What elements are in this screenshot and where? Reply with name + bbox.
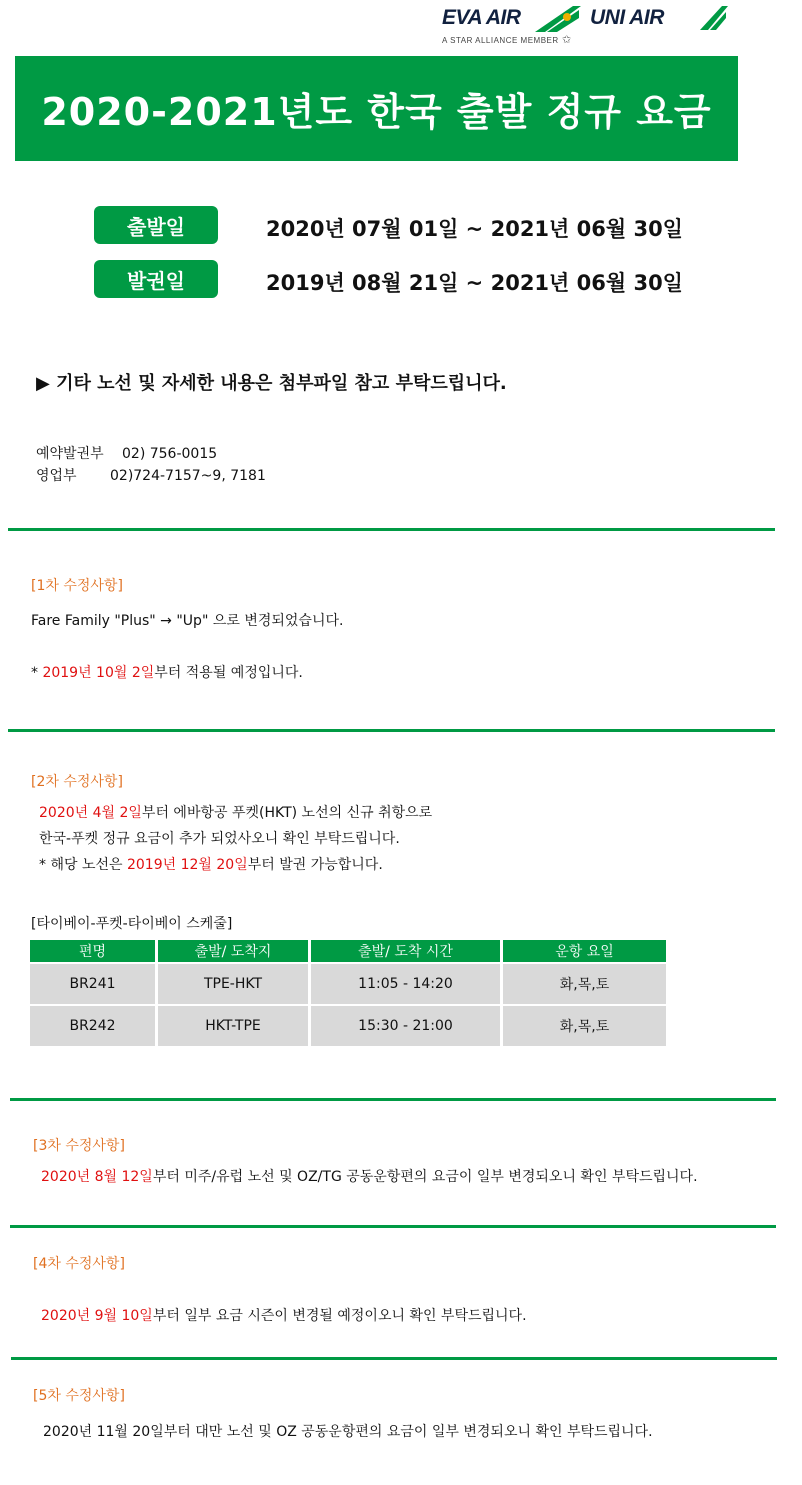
body-text: 부터 일부 요금 시즌이 변경될 예정이오니 확인 부탁드립니다. — [152, 1308, 527, 1324]
contact-dept: 영업부 — [36, 468, 77, 484]
revision-5-line: 2020년 11월 20일부터 대만 노선 및 OZ 공동운항편의 요금이 일부 변경되오니 확인 부탁드립니다. — [43, 1424, 653, 1440]
revision-1-line-2 — [31, 660, 303, 686]
revision-2-line-1 — [39, 800, 432, 826]
uni-leaf-icon — [698, 4, 728, 32]
section-divider — [10, 1225, 776, 1228]
star-alliance-text: A STAR ALLIANCE MEMBER — [442, 36, 559, 45]
revision-2-line-2: 한국-푸켓 정규 요금이 추가 되었사오니 확인 부탁드립니다. — [39, 831, 400, 847]
issue-date-badge: 발권일 — [94, 260, 218, 298]
table-cell: BR242 — [30, 1004, 155, 1046]
column-header: 출발/ 도착지 — [158, 940, 308, 962]
issue-start-date: 2019년 12월 20일 — [126, 857, 248, 873]
table-cell: HKT-TPE — [158, 1004, 308, 1046]
eva-uni-air-logo — [440, 4, 740, 50]
revision-4-title: [4차 수정사항] — [33, 1256, 125, 1272]
body-text: 부터 미주/유럽 노선 및 OZ/TG 공동운항편의 요금이 일부 변경되오니 확인 부탁드립니다. — [152, 1169, 698, 1185]
revision-4-line — [41, 1303, 527, 1329]
page-title: 2020-2021년도 한국 출발 정규 요금 — [15, 56, 738, 161]
uni-air-wordmark: UNI AIR — [590, 6, 664, 29]
effective-date: 2020년 8월 12일 — [41, 1169, 153, 1185]
issue-date-range: 2019년 08월 21일 ~ 2021년 06월 30일 — [266, 271, 683, 295]
contact-dept: 예약발권부 — [36, 446, 104, 462]
section-divider — [10, 1098, 776, 1101]
effective-date: 2020년 4월 2일 — [39, 805, 142, 821]
section-divider — [11, 1357, 777, 1360]
schedule-title: [타이베이-푸켓-타이베이 스케줄] — [31, 916, 233, 932]
body-text: 부터 에바항공 푸켓(HKT) 노선의 신규 취항으로 — [141, 805, 433, 821]
revision-3-title: [3차 수정사항] — [33, 1138, 125, 1154]
contact-phone: 02) 756-0015 — [122, 446, 218, 462]
contact-row — [36, 465, 266, 487]
column-header: 출발/ 도착 시간 — [311, 940, 500, 962]
effective-date: 2020년 9월 10일 — [41, 1308, 153, 1324]
revision-3-line — [41, 1164, 698, 1190]
revision-1-line-1: Fare Family "Plus" → "Up" 으로 변경되었습니다. — [31, 613, 344, 629]
revision-2-title: [2차 수정사항] — [31, 774, 123, 790]
body-text: 부터 발권 가능합니다. — [247, 857, 383, 873]
table-cell: 화,목,토 — [503, 962, 666, 1004]
contact-list — [36, 443, 266, 487]
column-header: 편명 — [30, 940, 155, 962]
eva-air-wordmark: EVA AIR — [442, 6, 521, 29]
departure-date-range: 2020년 07월 01일 ~ 2021년 06월 30일 — [266, 217, 683, 241]
section-divider — [8, 729, 775, 732]
revision-5-title: [5차 수정사항] — [33, 1388, 125, 1404]
attachment-notice: ▶ 기타 노선 및 자세한 내용은 첨부파일 참고 부탁드립니다. — [36, 373, 507, 394]
table-row — [30, 962, 666, 1004]
star-alliance-icon: ✩ — [562, 33, 572, 46]
effective-date: 2019년 10월 2일 — [42, 665, 155, 681]
departure-date-badge: 출발일 — [94, 206, 218, 244]
column-header: 운항 요일 — [503, 940, 666, 962]
revision-1-title: [1차 수정사항] — [31, 578, 123, 594]
table-cell: 11:05 - 14:20 — [311, 962, 500, 1004]
contact-phone: 02)724-7157~9, 7181 — [110, 468, 266, 484]
table-cell: 화,목,토 — [503, 1004, 666, 1046]
body-text: * 해당 노선은 — [39, 857, 127, 873]
table-cell: TPE-HKT — [158, 962, 308, 1004]
table-header-row — [30, 940, 666, 962]
table-cell: 15:30 - 21:00 — [311, 1004, 500, 1046]
table-row — [30, 1004, 666, 1046]
body-text: 부터 적용될 예정입니다. — [154, 665, 303, 681]
section-divider — [8, 528, 775, 531]
revision-2-line-3 — [39, 852, 383, 878]
bullet-text: * — [31, 665, 43, 681]
schedule-table — [27, 940, 669, 1046]
contact-row — [36, 443, 266, 465]
table-cell: BR241 — [30, 962, 155, 1004]
eva-leaf-icon — [533, 4, 583, 34]
